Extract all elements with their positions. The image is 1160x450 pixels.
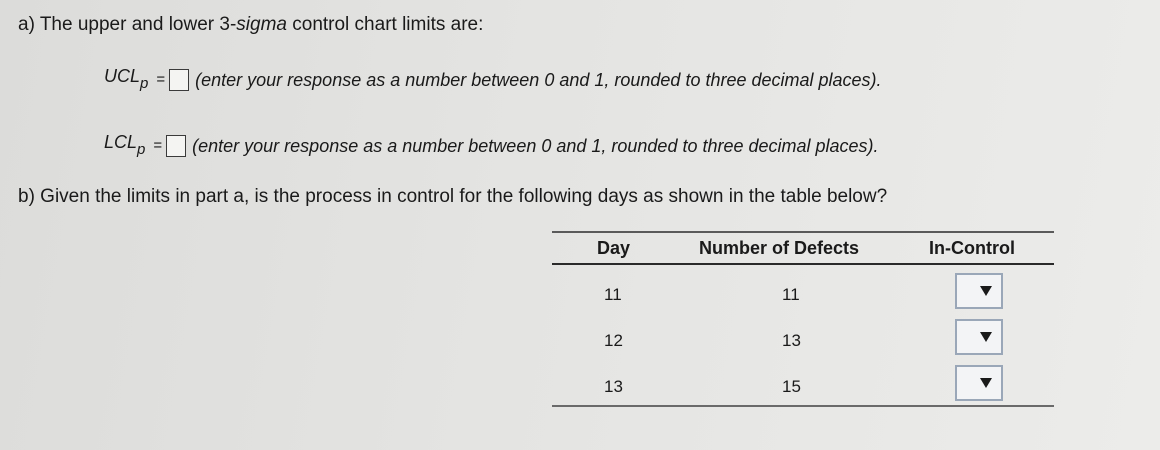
row-2-defects: 13	[782, 331, 801, 350]
row-1-day: 11	[604, 285, 622, 304]
lcl-row	[104, 130, 879, 162]
lcl-label-sub: p	[137, 141, 146, 158]
header-day: Day	[597, 238, 631, 258]
row-1-defects: 11	[782, 285, 800, 304]
row-3-defects: 15	[782, 377, 801, 396]
chevron-down-icon	[980, 286, 992, 296]
header-in-control: In-Control	[929, 238, 1015, 258]
lcl-label	[104, 130, 145, 162]
ucl-row	[104, 64, 882, 96]
part-a-suffix: control chart limits are:	[286, 14, 484, 35]
row-3-in-control-select[interactable]	[955, 365, 1003, 401]
table-top-rule	[552, 231, 1054, 233]
part-b-question: b) Given the limits in part a, is the process in control for the following days as shown in the table below?	[18, 186, 888, 207]
row-2-day: 12	[604, 331, 623, 350]
row-3-day: 13	[604, 377, 623, 396]
part-a-prefix: a) The upper and lower 3-	[18, 14, 237, 35]
chevron-down-icon	[980, 332, 992, 342]
ucl-label	[104, 64, 148, 96]
ucl-answer-input[interactable]	[169, 69, 189, 91]
chevron-down-icon	[980, 378, 992, 388]
part-a-question	[18, 14, 483, 36]
lcl-instruction: (enter your response as a number between 0 and 1, rounded to three decimal places).	[192, 136, 879, 156]
row-2-in-control-select[interactable]	[955, 319, 1003, 355]
ucl-instruction: (enter your response as a number between 0 and 1, rounded to three decimal places).	[195, 70, 882, 90]
ucl-equals: =	[156, 71, 166, 88]
lcl-label-main: LCL	[104, 132, 138, 152]
table-header-rule	[552, 263, 1054, 265]
ucl-label-sub: p	[140, 75, 149, 92]
row-1-in-control-select[interactable]	[955, 273, 1003, 309]
lcl-answer-input[interactable]	[166, 135, 186, 157]
header-defects: Number of Defects	[699, 238, 860, 258]
lcl-equals: =	[153, 137, 163, 154]
part-a-emphasis: sigma	[236, 14, 287, 35]
ucl-label-main: UCL	[104, 66, 141, 86]
table-bottom-rule	[552, 405, 1054, 407]
